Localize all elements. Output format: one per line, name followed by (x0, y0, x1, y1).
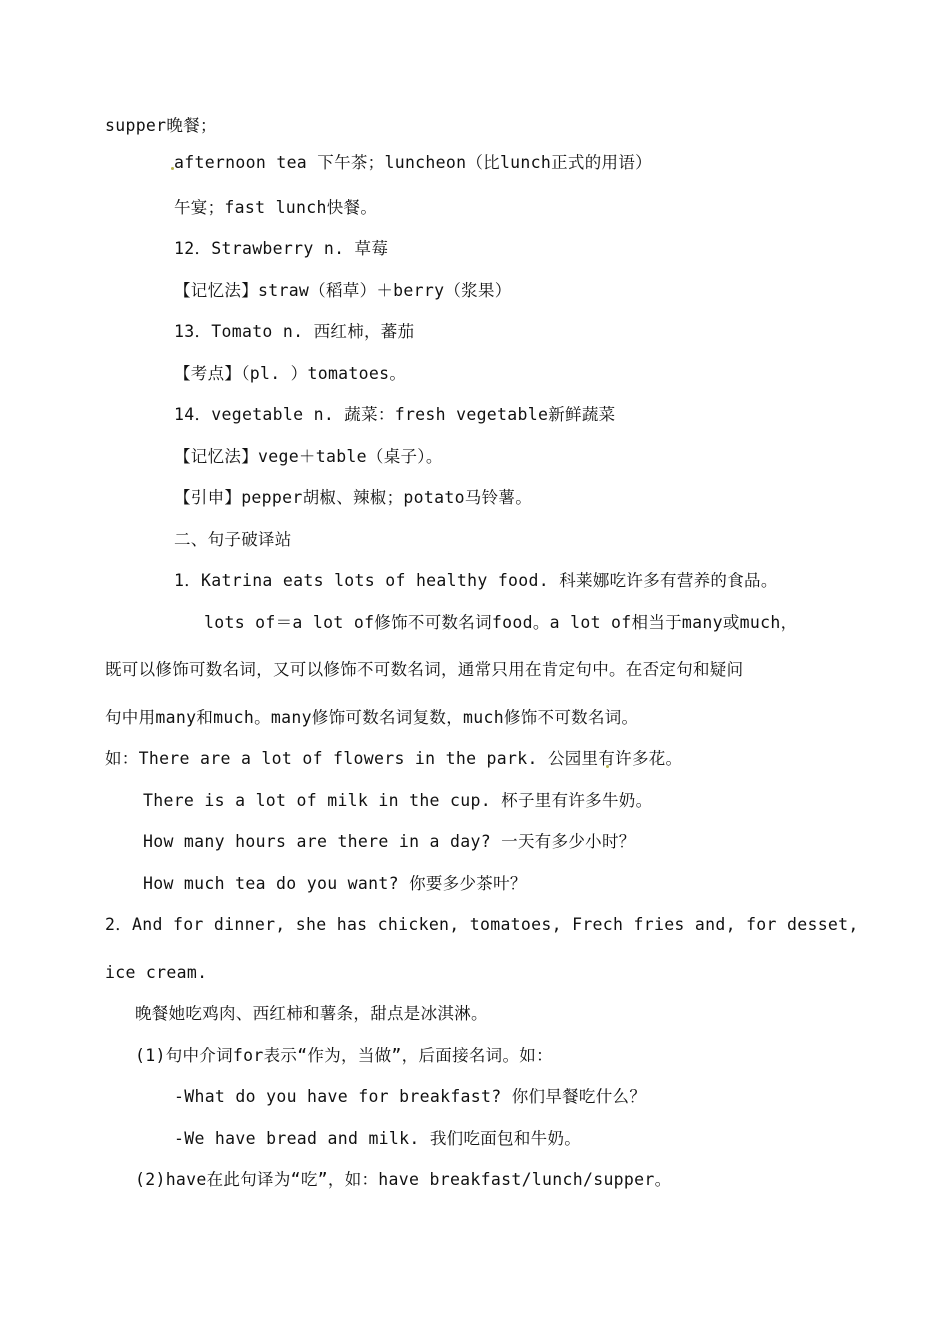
example-sentence-4: How much tea do you want? 你要多少茶叶？ (143, 874, 527, 893)
section-heading-sentences: 二、句子破译站 (174, 530, 292, 549)
text-line-afternoon-tea: afternoon tea 下午茶；luncheon（比lunch正式的用语） (174, 153, 652, 172)
explanation-line-3: 句中用many和much。many修饰可数名词复数，much修饰不可数名词。 (105, 708, 639, 727)
example-sentence-3: How many hours are there in a day? 一天有多少小时？ (143, 832, 636, 851)
memory-tip-strawberry: 【记忆法】straw（稻草）＋berry（浆果） (174, 281, 512, 300)
example-sentence-1: 如：There are a lot of flowers in the park. 公园里有许多花。 (105, 749, 683, 768)
grammar-note-1: (1)句中介词for表示“作为，当做”，后面接名词。如： (135, 1046, 553, 1065)
exam-point-tomato: 【考点】（pl. ）tomatoes。 (174, 364, 407, 383)
vocab-item-vegetable: 14．vegetable n. 蔬菜：fresh vegetable新鲜蔬菜 (174, 405, 616, 424)
sentence-2-translation: 晚餐她吃鸡肉、西红柿和薯条，甜点是冰淇淋。 (135, 1004, 488, 1023)
dialogue-line-1: -What do you have for breakfast? 你们早餐吃什么？ (174, 1087, 647, 1106)
extension-note-vegetable: 【引申】pepper胡椒、辣椒；potato马铃薯。 (174, 488, 533, 507)
text-line-supper: supper晚餐； (105, 116, 217, 135)
example-sentence-2: There is a lot of milk in the cup. 杯子里有许多牛奶。 (143, 791, 653, 810)
memory-tip-vegetable: 【记忆法】vege＋table（桌子）。 (174, 447, 443, 466)
sentence-2-continued: ice cream. (105, 963, 208, 982)
vocab-item-tomato: 13．Tomato n. 西红柿，蕃茄 (174, 322, 415, 341)
explanation-line-2: 既可以修饰可数名词，又可以修饰不可数名词，通常只用在肯定句中。在否定句和疑问 (105, 660, 744, 679)
dialogue-line-2: -We have bread and milk. 我们吃面包和牛奶。 (174, 1129, 582, 1148)
sentence-1: 1．Katrina eats lots of healthy food. 科莱娜吃许多有营养的食品。 (174, 571, 778, 590)
text-line-luncheon-meaning: 午宴；fast lunch快餐。 (174, 198, 378, 217)
sentence-2: 2．And for dinner, she has chicken, tomatoes, Frech fries and, for desset, (105, 915, 859, 934)
grammar-note-2: (2)have在此句译为“吃”，如：have breakfast/lunch/supper。 (135, 1170, 672, 1189)
vocab-item-strawberry: 12．Strawberry n. 草莓 (174, 239, 389, 258)
explanation-line-1: lots of＝a lot of修饰不可数名词food。a lot of相当于many或much， (204, 613, 798, 632)
